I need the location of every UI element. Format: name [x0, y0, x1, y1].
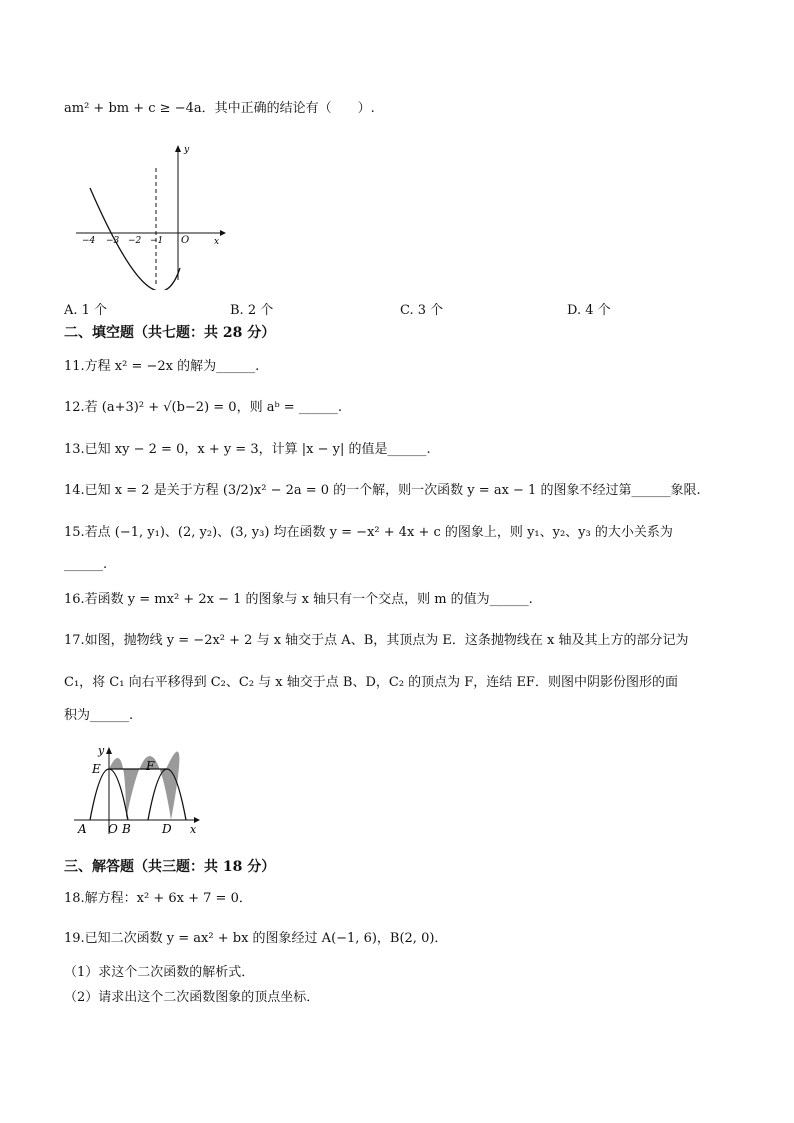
question-13: 13.已知 xy − 2 = 0，x + y = 3，计算 |x − y| 的值是______. — [64, 442, 431, 457]
question-15-line1: 15.若点 (−1, y₁)、(2, y₂)、(3, y₃) 均在函数 y = −x² + 4x + c 的图象上，则 y₁、y₂、y₃ 的大小关系为 — [64, 525, 673, 540]
question-17-line2: C₁，将 C₁ 向右平移得到 C₂、C₂ 与 x 轴交于点 B、D，C₂ 的顶点为 F，连结 EF．则图中阴影份图形的面 — [64, 675, 678, 690]
option-a: A. 1 个 — [64, 303, 108, 318]
point-f-label: F — [146, 759, 155, 773]
q10-parabola-graph — [70, 140, 230, 290]
origin-label: O — [181, 235, 190, 246]
question-17-line3: 积为______. — [64, 708, 134, 723]
point-d-label: D — [162, 822, 172, 836]
y-axis-label: y — [98, 744, 105, 757]
tick-label: −4 — [82, 236, 96, 246]
question-19-part2: （2）请求出这个二次函数图象的顶点坐标． — [64, 990, 320, 1005]
question-11: 11.方程 x² = −2x 的解为______. — [64, 359, 260, 374]
option-b: B. 2 个 — [230, 303, 274, 318]
question-15-line2: ______. — [64, 557, 108, 572]
question-19-part1: （1）求这个二次函数的解析式． — [64, 965, 255, 980]
x-axis-label: x — [214, 237, 220, 247]
question-18: 18.解方程：x² + 6x + 7 = 0． — [64, 891, 252, 906]
tick-label: −3 — [106, 236, 120, 246]
point-b-label: B — [122, 822, 131, 836]
origin-label: O — [108, 822, 118, 836]
q10-intro: am² + bm + c ≥ −4a．其中正确的结论有（ ）. — [64, 101, 375, 116]
option-c: C. 3 个 — [400, 303, 444, 318]
y-axis-label: y — [184, 145, 190, 155]
question-12: 12.若 (a+3)² + √(b−2) = 0，则 aᵇ = ______. — [64, 400, 342, 415]
question-17-line1: 17.如图，抛物线 y = −2x² + 2 与 x 轴交于点 A、B，其顶点为 E．这条抛物线在 x 轴及其上方的部分记为 — [64, 633, 689, 648]
q17-shaded-parabolas-graph — [70, 742, 210, 838]
question-19-stem: 19.已知二次函数 y = ax² + bx 的图象经过 A(−1, 6)，B(2, 0)． — [64, 931, 448, 946]
point-e-label: E — [92, 762, 101, 776]
option-d: D. 4 个 — [567, 303, 611, 318]
tick-label: −1 — [150, 236, 164, 246]
section-heading-fill-in: 二、填空题（共七题：共 28 分） — [64, 325, 276, 341]
point-a-label: A — [78, 822, 87, 836]
tick-label: −2 — [128, 236, 142, 246]
x-axis-label: x — [190, 823, 197, 836]
question-16: 16.若函数 y = mx² + 2x − 1 的图象与 x 轴只有一个交点，则 m 的值为______. — [64, 592, 533, 607]
section-heading-answers: 三、解答题（共三题：共 18 分） — [64, 859, 276, 875]
question-14: 14.已知 x = 2 是关于方程 (3/2)x² − 2a = 0 的一个解，则一次函数 y = ax − 1 的图象不经过第______象限. — [64, 483, 701, 498]
